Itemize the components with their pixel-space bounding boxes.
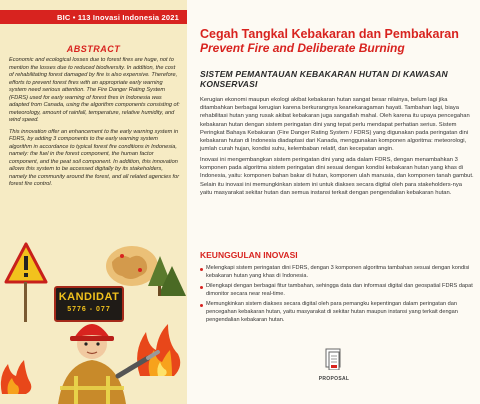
- header-band: [0, 10, 187, 24]
- key-advantages-list: [200, 265, 476, 327]
- body-paragraph: Kerugian ekonomi maupun ekologi akibat kebakaran hutan sangat besar nilainya, belum lagi jika ditambahkan berbagai kerugian karena berkurangnya keanekaragaman hayati. Tambahan lagi, biaya rehabilitasi hutan yang rusak akibat kebakaran juga sangatlah mahal. Oleh karena itu upaya pencegahan kebakaran hutan dengan sistem peringatan dini yang tepat perlu mendapat perhatian serius. Sistem Peringkat Bahaya Kebakaran (Fire Danger Rating System / FDRS) yang digunakan pada peringatan dini kebakaran hutan di Indonesia diadaptasi dari Kanada, menggunakan komponen algoritma: meteorologi, jumlah curah hujan, kondisi suhu, kelembaban relatif, dan kecepatan angin.: [200, 97, 470, 153]
- abstract-panel: [0, 0, 187, 404]
- abstract-text: [9, 57, 180, 193]
- page-subtitle: Prevent Fire and Deliberate Burning: [200, 41, 405, 55]
- proposal-label: PROPOSAL: [318, 376, 350, 382]
- warning-sign-icon: [6, 244, 46, 322]
- list-item: Melengkapi sistem peringatan dini FDRS, dengan 3 komponen algoritma tambahan sesuai dengan kondisi kebakaran hutan yang khas di Indonesia.: [200, 265, 476, 280]
- kandidat-title: KANDIDAT: [58, 291, 120, 303]
- key-advantages-title: KEUNGGULAN INOVASI: [200, 250, 298, 260]
- section-title: SISTEM PEMANTAUAN KEBAKARAN HUTAN DI KAWASAN KONSERVASI: [200, 69, 448, 89]
- abstract-paragraph: This innovation offer an enhancement to the early warning system in FDRS, by adding 3 components to the early warning system algorithm in accordance to typical forest fire conditions in Indonesia, namely: the fuel in the forest component, the human factor component, and the peat soil component. In addition, this innovation allows this system to be accessed digitally by its stakeholders, namely the community around the forest, and all related agencies for forest fire control.: [9, 128, 180, 187]
- kandidat-badge: [54, 286, 124, 322]
- abstract-title: ABSTRACT: [66, 44, 121, 54]
- proposal-icon: [317, 348, 351, 370]
- body-paragraph: Inovasi ini mengembangkan sistem peringatan dini yang ada dalam FDRS, dengan menambahkan 3 komponen pada algoritma sistem peringatan dini sesuai dengan kondisi kebakaran hutan yang khas di Indonesia, yaitu: komponen bahan bakar di hutan, komponen ulah manusia, dan komponen tanah gambut. Selain itu inovasi ini memungkinkan sistem ini untuk diakses secara digital oleh para stakeholders-nya yaitu masyarakat sekitar hutan dan semua instansi terkait dengan pengendalian kebakaran hutan.: [200, 157, 474, 196]
- page-title: Cegah Tangkal Kebakaran dan Pembakaran: [200, 27, 459, 41]
- list-item: Memungkinkan sistem diakses secara digital oleh para pemangku kepentingan dalam peringatan dan pencegahan kebakaran hutan, yaitu masyarakat di sekitar hutan maupun instansi yang terkait dengan pengendalian kebakaran hutan.: [200, 301, 476, 324]
- abstract-paragraph: Economic and ecological losses due to forest fires are huge, not to mention the losses due to reduced biodiversity. In addition, the cost of rehabilitating forest damaged by fire is also expensive. Therefore, efforts to prevent forest fires with an appropriate early warning system need serious attention. The Fire Danger Rating System (FDRS) used for early warning of forest fires in Indonesia was adapted from Canada, using the algorithm components consisting of: meteorology, amount of rainfall, temperature, relative humidity, and wind speed.: [9, 57, 180, 123]
- list-item: Dilengkapi dengan berbagai fitur tambahan, sehingga data dan informasi digital dan geospatial FDRS dapat dimonitor secara near real-time.: [200, 283, 476, 298]
- header-badge: BIC • 113 Inovasi Indonesia 2021: [57, 12, 179, 22]
- map-icon: [106, 246, 158, 286]
- section-body: [200, 96, 474, 200]
- kandidat-code: 5776 - 077: [67, 306, 111, 313]
